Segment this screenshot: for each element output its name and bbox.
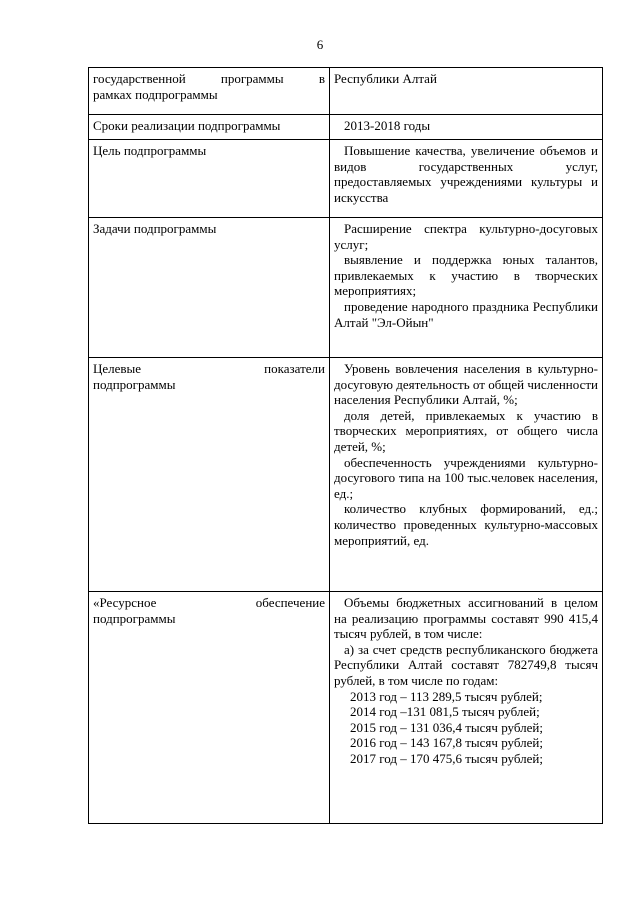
row-label: [89, 68, 330, 115]
label-line: подпрограммы: [93, 376, 176, 392]
table-row: [89, 358, 603, 592]
year-funding-line: 2015 год – 131 036,4 тысяч рублей;: [350, 719, 543, 735]
value-line: Республики Алтай: [334, 71, 437, 86]
row-value: [330, 218, 603, 358]
value-paragraph: проведение народного праздника Республики Алтай "Эл-Ойын": [334, 298, 598, 330]
row-label: [89, 115, 330, 140]
row-value: [330, 592, 603, 824]
value-paragraph: а) за счет средств республиканского бюджета Республики Алтай составят 782749,8 тысяч рублей, в том числе по годам:: [334, 641, 598, 688]
value-paragraph: доля детей, привлекаемых к участию в творческих мероприятиях, от общего числа детей, %;: [334, 407, 598, 454]
value-paragraph: обеспеченность учреждениями культурно-досугового типа на 100 тыс.человек населения, ед.;: [334, 454, 598, 501]
table-row: [89, 115, 603, 140]
row-label: [89, 140, 330, 218]
label-line: государственной программы в: [93, 71, 325, 86]
row-value: [330, 358, 603, 592]
label-line: Сроки реализации подпрограммы: [93, 118, 281, 133]
table-row: [89, 218, 603, 358]
page-number: 6: [316, 37, 324, 52]
value-paragraph: Повышение качества, увеличение объемов и видов государственных услуг, предоставляемых учреждениями культуры и искусства: [334, 143, 598, 205]
subprogram-passport-table: [88, 67, 603, 824]
table-row: [89, 68, 603, 115]
row-label: [89, 218, 330, 358]
row-label: [89, 358, 330, 592]
year-funding-line: 2013 год – 113 289,5 тысяч рублей;: [350, 688, 543, 704]
label-line: Целевые показатели: [93, 361, 325, 376]
value-paragraph: Уровень вовлечения населения в культурно-досуговую деятельность от общей численности населения Республики Алтай, %;: [334, 361, 598, 408]
row-value: [330, 140, 603, 218]
label-line: подпрограммы: [93, 610, 176, 626]
table-row: [89, 140, 603, 218]
value-paragraph: выявление и поддержка юных талантов, привлекаемых к участию в творческих мероприятиях;: [334, 252, 598, 299]
year-funding-line: 2014 год –131 081,5 тысяч рублей;: [350, 704, 540, 720]
table-row: [89, 592, 603, 824]
label-line: Цель подпрограммы: [93, 143, 207, 158]
row-value: [330, 115, 603, 140]
label-line: рамках подпрограммы: [93, 86, 218, 102]
value-paragraph: Объемы бюджетных ассигнований в целом на реализацию программы составят 990 415,4 тысяч рублей, в том числе:: [334, 595, 598, 642]
value-line: 2013-2018 годы: [344, 118, 431, 133]
year-funding-line: 2016 год – 143 167,8 тысяч рублей;: [350, 735, 543, 751]
year-funding-line: 2017 год – 170 475,6 тысяч рублей;: [350, 750, 543, 766]
row-label: [89, 592, 330, 824]
value-paragraph: количество клубных формирований, ед.; количество проведенных культурно-массовых мероприятий, ед.: [334, 501, 598, 548]
label-line: «Ресурсное обеспечение: [93, 595, 325, 610]
label-line: Задачи подпрограммы: [93, 221, 217, 236]
row-value: [330, 68, 603, 115]
value-paragraph: Расширение спектра культурно-досуговых услуг;: [334, 221, 598, 252]
